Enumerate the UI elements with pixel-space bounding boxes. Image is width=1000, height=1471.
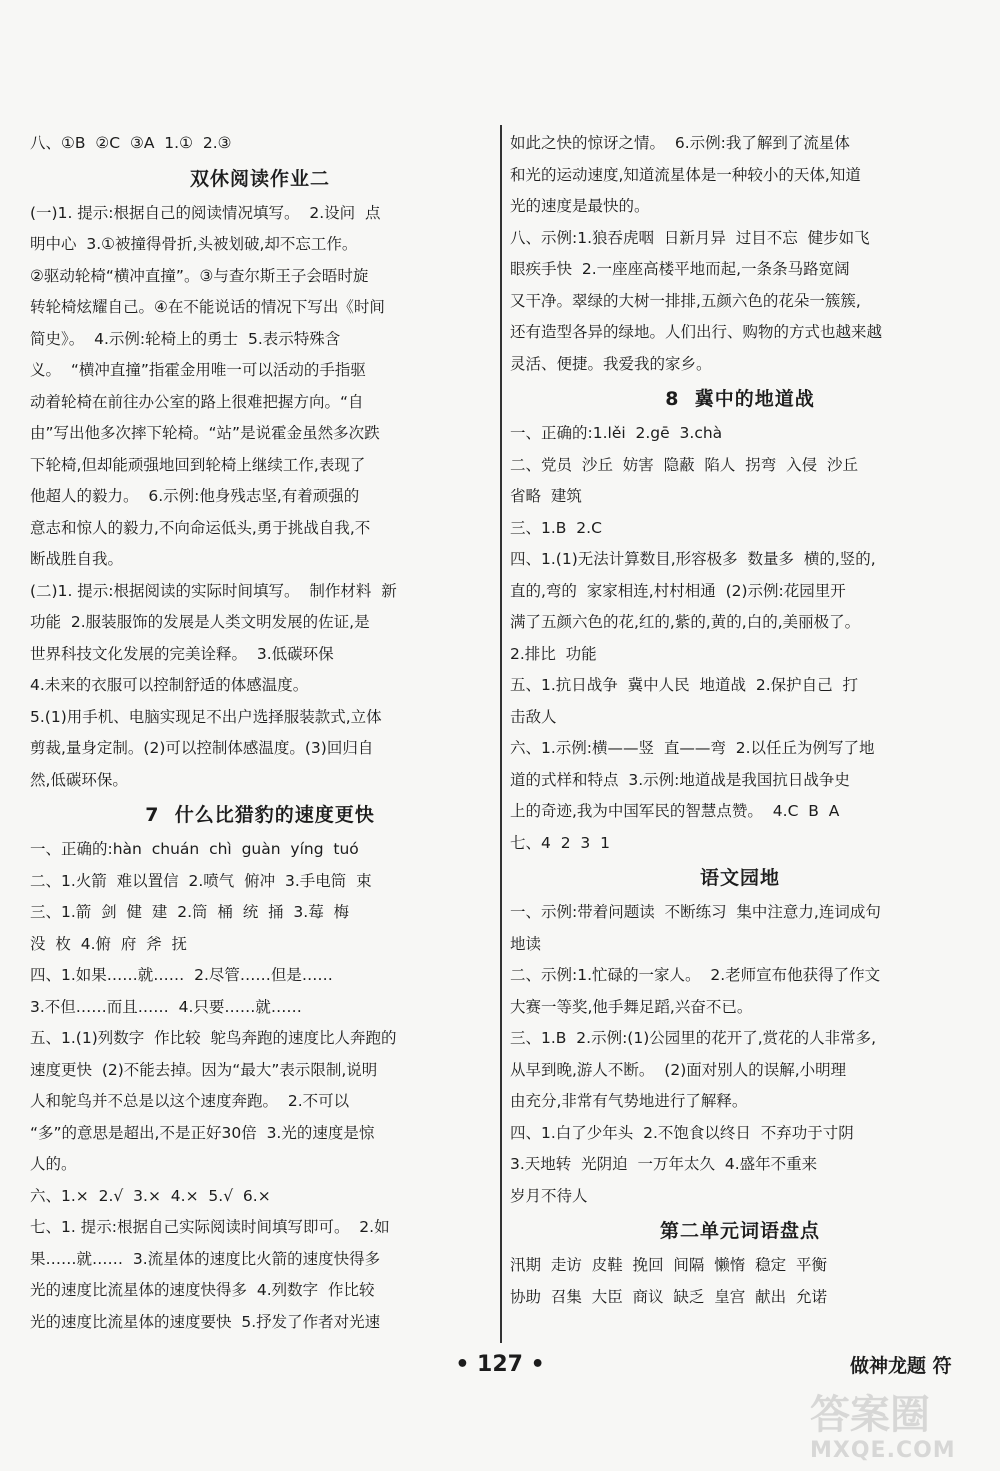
answer-line: 五、1.(1)列数字 作比较 鸵鸟奔跑的速度比人奔跑的 [30, 1029, 397, 1047]
section-heading: 第二单元词语盘点 [659, 1220, 820, 1242]
answer-line: 岁月不待人 [510, 1186, 588, 1205]
answer-line: 明中心 3.①被撞得骨折,头被划破,却不忘工作。 [30, 235, 358, 253]
answer-line: “多”的意思是超出,不是正好30倍 3.光的速度是惊 [30, 1123, 375, 1142]
answer-line: 还有造型各异的绿地。人们出行、购物的方式也越来越 [510, 323, 883, 341]
answer-line: 2.排比 功能 [510, 644, 597, 663]
answer-line: 从早到晚,游人不断。 (2)面对别人的误解,小明理 [510, 1060, 847, 1079]
answer-line: 如此之快的惊讶之情。 6.示例:我了解到了流星体 [510, 134, 850, 152]
watermark-logo [810, 1392, 990, 1468]
answer-line: 断战胜自我。 [30, 550, 124, 568]
answer-line: 四、1.白了少年头 2.不饱食以终日 不弃功于寸阴 [510, 1123, 854, 1142]
answer-line: 下轮椅,但却能顽强地回到轮椅上继续工作,表现了 [30, 455, 366, 474]
answer-line: 直的,弯的 家家相连,村村相通 (2)示例:花园里开 [510, 581, 846, 600]
watermark-domain: MXQE.COM [810, 1438, 956, 1463]
answer-line: 二、示例:1.忙碌的一家人。 2.老师宣布他获得了作文 [510, 966, 881, 984]
answer-line: 眼疾手快 2.一座座高楼平地而起,一条条马路宽阔 [510, 260, 850, 278]
section-heading: 双休阅读作业二 [189, 167, 330, 190]
answer-line: 由”写出他多次摔下轮椅。“站”是说霍金虽然多次跌 [30, 424, 380, 442]
answer-line: 一、正确的:hàn chuán chì guàn yíng tuó [30, 840, 359, 858]
answer-line: 汛期 走访 皮鞋 挽回 间隔 懒惰 稳定 平衡 [510, 1256, 827, 1274]
answer-line: 三、1.箭 剑 健 建 2.筒 桶 统 捅 3.莓 梅 [30, 903, 350, 921]
watermark-text: 答案圈 [810, 1392, 930, 1438]
footer-brand: 做神龙题 符 [850, 1355, 952, 1377]
answer-line: 三、1.B 2.示例:(1)公园里的花开了,赏花的人非常多, [510, 1029, 877, 1047]
answer-line: 剪裁,量身定制。(2)可以控制体感温度。(3)回归自 [30, 739, 374, 757]
answer-line: 人和鸵鸟并不总是以这个速度奔跑。 2.不可以 [30, 1092, 350, 1110]
answer-line: ②驱动轮椅“横冲直撞”。③与查尔斯王子会晤时旋 [30, 266, 369, 285]
answer-line: 六、1.示例:横——竖 直——弯 2.以任丘为例写了地 [510, 739, 875, 757]
answer-line: 人的。 [30, 1155, 77, 1173]
answer-line: 四、1.(1)无法计算数目,形容极多 数量多 横的,竖的, [510, 550, 876, 568]
answer-line: 义。 “横冲直撞”指霍金用唯一可以活动的手指驱 [30, 361, 366, 379]
answer-line: 协助 召集 大臣 商议 缺乏 皇宫 献出 允诺 [510, 1287, 827, 1306]
answer-line: 和光的运动速度,知道流星体是一种较小的天体,知道 [510, 165, 861, 184]
answer-line: 动着轮椅在前往办公室的路上很难把握方向。“自 [30, 392, 364, 411]
left-column [30, 128, 490, 1338]
answer-line: 世界科技文化发展的完美诠释。 3.低碳环保 [30, 644, 334, 663]
answer-line: 一、正确的:1.lěi 2.gē 3.chà [510, 424, 723, 442]
answer-line: 四、1.如果……就…… 2.尽管……但是…… [30, 966, 333, 984]
answer-line: 他超人的毅力。 6.示例:他身残志坚,有着顽强的 [30, 487, 360, 505]
answer-line: 又干净。翠绿的大树一排排,五颜六色的花朵一簇簇, [510, 291, 861, 310]
section-heading: 7 什么比猎豹的速度更快 [145, 804, 375, 826]
answer-line: 意志和惊人的毅力,不向命运低头,勇于挑战自我,不 [30, 518, 371, 537]
answer-line: 地读 [510, 934, 542, 953]
answer-line: 上的奇迹,我为中国军民的智慧点赞。 4.C B A [510, 802, 840, 820]
answer-line: 七、1. 提示:根据自己实际阅读时间填写即可。 2.如 [30, 1218, 390, 1236]
answer-line: 一、示例:带着问题读 不断练习 集中注意力,连词成句 [510, 903, 881, 921]
answer-line: 5.(1)用手机、电脑实现足不出户选择服装款式,立体 [30, 707, 382, 726]
answer-line: 击敌人 [510, 707, 557, 726]
answer-line: 转轮椅炫耀自己。④在不能说话的情况下写出《时间 [30, 298, 385, 316]
section-heading: 8 冀中的地道战 [665, 388, 815, 410]
answer-line: 果……就…… 3.流星体的速度比火箭的速度快得多 [30, 1249, 381, 1268]
answer-line: 光的速度是最快的。 [510, 197, 650, 215]
page-number: • 127 • [455, 1352, 545, 1377]
answer-line: 灵活、便捷。我爱我的家乡。 [510, 354, 712, 373]
answer-line: 3.不但……而且…… 4.只要……就…… [30, 997, 302, 1016]
answer-line: 4.未来的衣服可以控制舒适的体感温度。 [30, 676, 309, 694]
answer-line: 没 枚 4.俯 府 斧 抚 [30, 934, 188, 953]
answer-line: 大赛一等奖,他手舞足蹈,兴奋不已。 [510, 997, 753, 1016]
answer-line: 由充分,非常有气势地进行了解释。 [510, 1092, 748, 1110]
answer-line: 八、①B ②C ③A 1.① 2.③ [30, 134, 232, 152]
answer-line: 五、1.抗日战争 冀中人民 地道战 2.保护自己 打 [510, 676, 858, 694]
answer-line: 二、1.火箭 难以置信 2.喷气 俯冲 3.手电筒 束 [30, 871, 372, 890]
answer-line: 六、1.× 2.√ 3.× 4.× 5.√ 6.× [30, 1186, 271, 1205]
answer-line: 满了五颜六色的花,红的,紫的,黄的,白的,美丽极了。 [510, 613, 861, 631]
column-divider [500, 125, 502, 1343]
answer-line: (二)1. 提示:根据阅读的实际时间填写。 制作材料 新 [30, 581, 397, 600]
answer-line: 简史》。 4.示例:轮椅上的勇士 5.表示特殊含 [30, 329, 341, 348]
answer-line: 二、党员 沙丘 妨害 隐蔽 陷人 拐弯 入侵 沙丘 [510, 455, 858, 474]
answer-line: 光的速度比流星体的速度快得多 4.列数字 作比较 [30, 1281, 375, 1299]
answer-line: 七、4 2 3 1 [510, 833, 611, 852]
answer-line: 道的式样和特点 3.示例:地道战是我国抗日战争史 [510, 770, 850, 789]
answer-line: 速度更快 (2)不能去掉。因为“最大”表示限制,说明 [30, 1060, 378, 1079]
answer-line: 3.天地转 光阴迫 一万年太久 4.盛年不重来 [510, 1155, 818, 1173]
answer-line: (一)1. 提示:根据自己的阅读情况填写。 2.设问 点 [30, 203, 381, 222]
answer-line: 省略 建筑 [510, 487, 582, 505]
right-column [510, 128, 970, 1313]
answer-line: 三、1.B 2.C [510, 518, 602, 537]
section-heading: 语文园地 [699, 867, 780, 889]
answer-line: 然,低碳环保。 [30, 770, 128, 789]
answer-line: 功能 2.服装服饰的发展是人类文明发展的佐证,是 [30, 613, 370, 631]
answer-line: 光的速度比流星体的速度要快 5.抒发了作者对光速 [30, 1312, 381, 1331]
answer-line: 八、示例:1.狼吞虎咽 日新月异 过目不忘 健步如飞 [510, 228, 870, 247]
